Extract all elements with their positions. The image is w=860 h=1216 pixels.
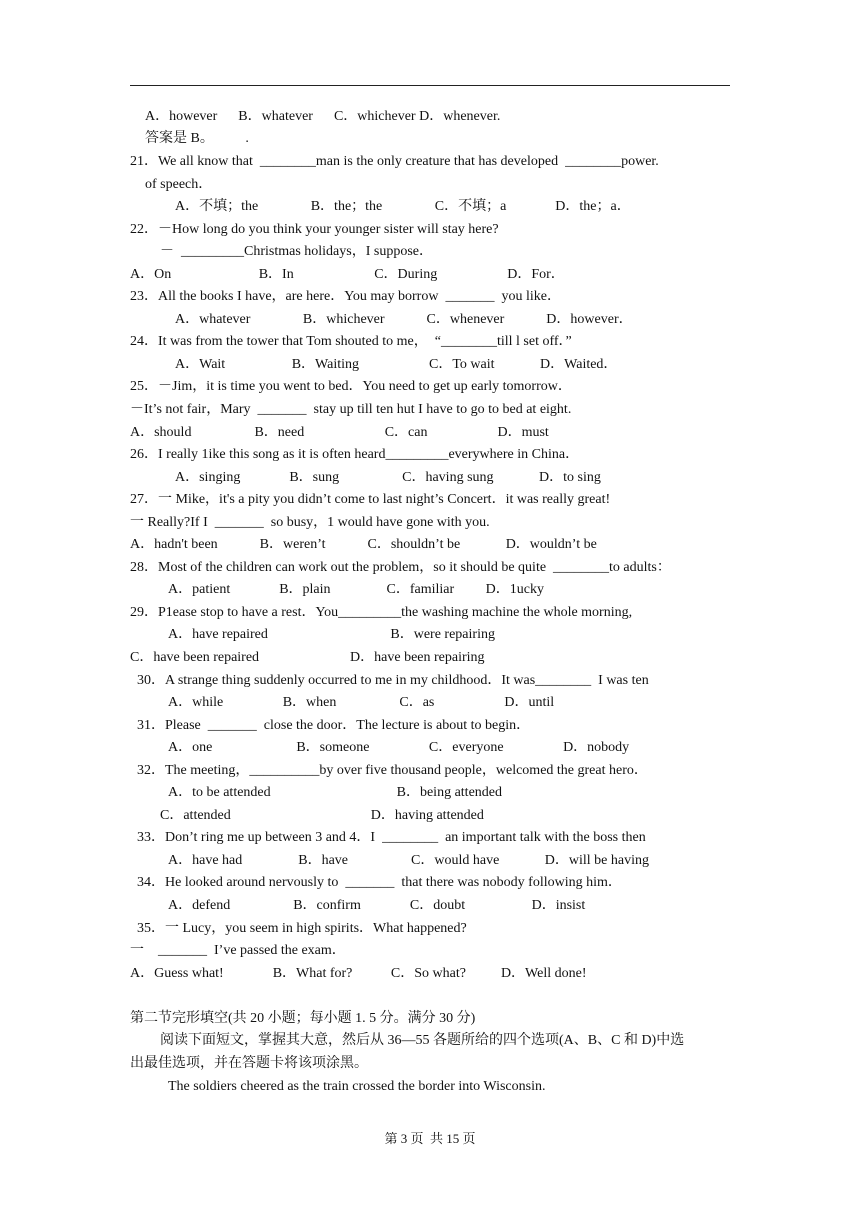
options-line: A．Guess what! B．What for? C．So what? D．Well done!	[130, 966, 587, 981]
text-line: A．however B．whatever C．whichever D．whenever.	[145, 109, 501, 124]
question-line: 31．Please _______ close the door．The lecture is about to begin．	[137, 718, 531, 733]
text-line: －It’s not fair，Mary _______ stay up till ten hut I have to go to bed at eight.	[130, 402, 572, 417]
text-line: 一 _______ I’ve passed the exam．	[130, 943, 346, 958]
question-line: 35．一 Lucy，you seem in high spirits．What happened?	[137, 921, 467, 936]
question-line: 29．P1ease stop to have a rest．You_________the washing machine the whole morning,	[130, 605, 633, 620]
text-line: of speech．	[145, 177, 213, 192]
text-line: 一 Really?If I _______ so busy，1 would have gone with you.	[130, 515, 490, 530]
options-line: A．singing B．sung C．having sung D．to sing	[175, 470, 601, 485]
options-line: A．On B．In C．During D．For．	[130, 267, 565, 282]
question-line: 33．Don’t ring me up between 3 and 4．I ________ an important talk with the boss then	[137, 830, 646, 845]
options-line: A．have had B．have C．would have D．will be having	[168, 853, 649, 868]
question-line: 27．一 Mike，it's a pity you didn’t come to last night’s Concert．it was really great!	[130, 492, 611, 507]
options-line: A．hadn't been B．weren’t C．shouldn’t be D．wouldn’t be	[130, 537, 597, 552]
options-line: A．have repaired B．were repairing	[168, 627, 495, 642]
question-line: 25．－Jim，it is time you went to bed．You need to get up early tomorrow．	[130, 379, 572, 394]
question-line: 34．He looked around nervously to _______ that there was nobody following him．	[137, 875, 622, 890]
question-line: 21．We all know that ________man is the only creature that has developed ________power.	[130, 154, 659, 169]
options-line: C．attended D．having attended	[160, 808, 484, 823]
text-line: 答案是 B。 .	[145, 131, 249, 146]
instruction-line: 出最佳选项，并在答题卡将该项涂黑。	[130, 1056, 368, 1071]
text-line: － _________Christmas holidays，I suppose．	[160, 244, 433, 259]
instruction-line: 阅读下面短文，掌握其大意，然后从 36—55 各题所给的四个选项(A、B、C 和 D)中选	[160, 1033, 685, 1048]
question-line: 28．Most of the children can work out the problem，so it should be quite ________to adults：	[130, 560, 671, 575]
passage-line: The soldiers cheered as the train crossed the border into Wisconsin.	[168, 1079, 546, 1094]
options-line: A．defend B．confirm C．doubt D．insist	[168, 898, 586, 913]
header-rule	[130, 85, 730, 86]
question-line: 23．All the books I have，are here．You may borrow _______ you like．	[130, 289, 561, 304]
options-line: A．Wait B．Waiting C．To wait D．Waited．	[175, 357, 618, 372]
options-line: A．patient B．plain C．familiar D．1ucky	[168, 582, 545, 597]
question-line: 30．A strange thing suddenly occurred to me in my childhood．It was________ I was ten	[137, 673, 649, 688]
question-line: 32．The meeting，__________by over five thousand people，welcomed the great hero．	[137, 763, 648, 778]
question-line: 22．－How long do you think your younger sister will stay here?	[130, 222, 499, 237]
question-line: 24．It was from the tower that Tom shouted to me， “________till l set off．”	[130, 334, 572, 349]
question-line: 26．I really 1ike this song as it is often heard_________everywhere in China．	[130, 447, 580, 462]
options-line: A．to be attended B．being attended	[168, 785, 502, 800]
options-line: A．while B．when C．as D．until	[168, 695, 555, 710]
options-line: A．should B．need C．can D．must	[130, 425, 549, 440]
page-footer: 第 3 页 共 15 页	[384, 1131, 476, 1146]
options-line: A．whatever B．whichever C．whenever D．however．	[175, 312, 633, 327]
options-line: A．不填；the B．the；the C．不填；a D．the；a．	[175, 199, 631, 214]
options-line: A．one B．someone C．everyone D．nobody	[168, 740, 630, 755]
options-line: C．have been repaired D．have been repairing	[130, 650, 485, 665]
section-heading: 第二节完形填空(共 20 小题；每小题 1. 5 分。满分 30 分)	[130, 1011, 476, 1026]
